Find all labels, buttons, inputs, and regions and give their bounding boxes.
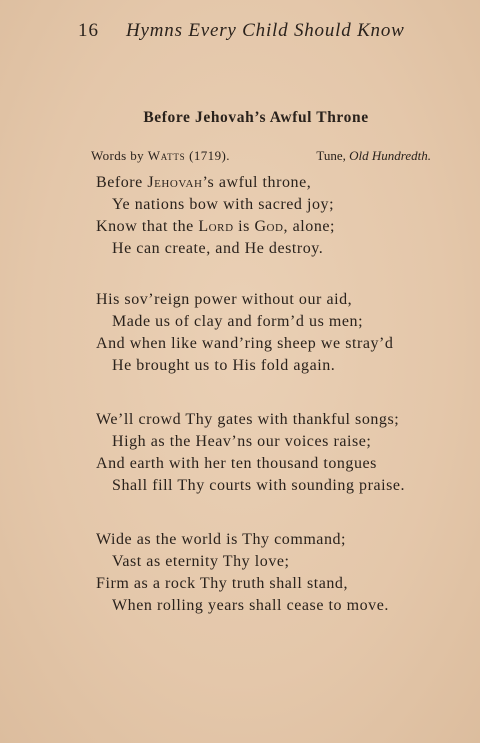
hymn-credits: [91, 148, 431, 166]
line-text: ’s awful throne,: [202, 174, 312, 191]
stanza-3: [96, 409, 456, 497]
stanza-line: Firm as a rock Thy truth shall stand,: [96, 575, 349, 592]
words-credit: [91, 148, 230, 164]
line-text: Know that the: [96, 218, 199, 235]
stanza-1: [96, 172, 456, 260]
words-prefix: Words by: [91, 148, 148, 163]
line-small-caps: Lord: [198, 218, 234, 235]
stanza-line: High as the Heav’ns our voices raise;: [112, 433, 372, 450]
line-text: is: [233, 218, 255, 235]
stanza-line: He brought us to His fold again.: [112, 357, 336, 374]
stanza-line: Ye nations bow with sacred joy;: [112, 196, 335, 213]
stanza-line: Vast as eternity Thy love;: [112, 553, 290, 570]
stanza-line: [96, 216, 456, 238]
tune-name: Old Hundredth.: [349, 148, 431, 163]
stanza-line: Made us of clay and form’d us men;: [112, 313, 364, 330]
stanza-line: Wide as the world is Thy command;: [96, 531, 347, 548]
stanza-line: His sov’reign power without our aid,: [96, 291, 353, 308]
stanza-2: [96, 289, 456, 377]
stanza-line: He can create, and He destroy.: [112, 240, 324, 257]
stanza-line: And when like wand’ring sheep we stray’d: [96, 335, 394, 352]
author-year: (1719).: [185, 148, 230, 163]
stanza-line: Shall fill Thy courts with sounding praise.: [112, 477, 406, 494]
running-head: [78, 20, 405, 46]
stanza-4: [96, 529, 456, 617]
line-text: , alone;: [283, 218, 336, 235]
stanza-line: We’ll crowd Thy gates with thankful songs;: [96, 411, 400, 428]
stanza-line: When rolling years shall cease to move.: [112, 597, 389, 614]
tune-prefix: Tune,: [316, 148, 350, 163]
author-name: Watts: [147, 148, 186, 163]
line-small-caps: God: [254, 218, 284, 235]
stanza-line: [96, 172, 456, 194]
line-small-caps: Jehovah: [147, 174, 203, 191]
line-text: Before: [96, 174, 148, 191]
page-number: 16: [78, 20, 99, 41]
hymn-title: Before Jehovah’s Awful Throne: [143, 109, 369, 126]
stanza-line: And earth with her ten thousand tongues: [96, 455, 377, 472]
tune-credit: [316, 148, 431, 164]
book-title: Hymns Every Child Should Know: [126, 20, 405, 41]
